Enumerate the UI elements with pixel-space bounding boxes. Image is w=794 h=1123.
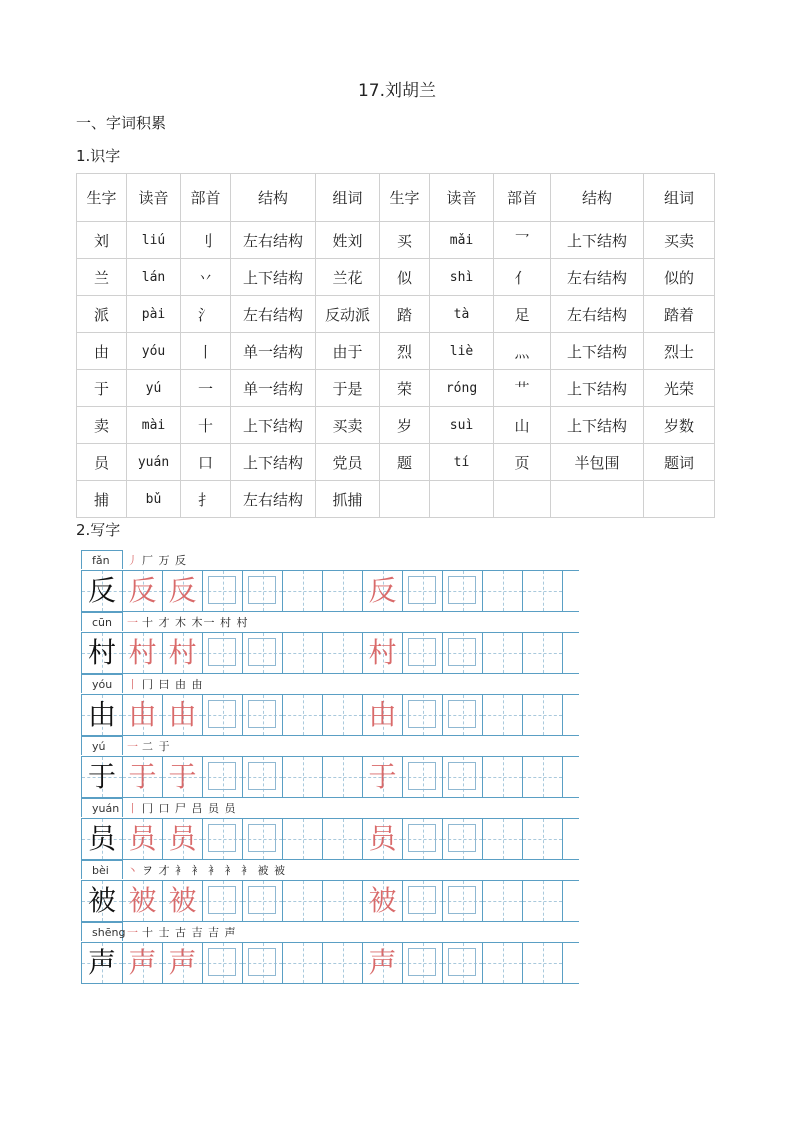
blank-write-cell[interactable] (283, 819, 323, 859)
table-header-cell: 结构 (231, 174, 316, 222)
inner-square (408, 576, 436, 604)
table-cell: 上下结构 (551, 333, 644, 370)
trace-char-cell (123, 819, 163, 859)
model-char-cell (81, 571, 123, 611)
inner-square (208, 700, 236, 728)
blank-write-cell[interactable] (203, 571, 243, 611)
inner-square (448, 762, 476, 790)
table-row (77, 444, 715, 481)
blank-write-cell[interactable] (443, 881, 483, 921)
trace-char-cell (363, 943, 403, 983)
model-char: 由 (87, 698, 116, 731)
blank-write-cell[interactable] (203, 881, 243, 921)
table-cell: 左右结构 (231, 296, 316, 333)
inner-square (448, 948, 476, 976)
blank-write-cell[interactable] (483, 695, 523, 735)
table-cell: 买卖 (316, 407, 380, 444)
trace-char-cell (363, 571, 403, 611)
trace-char: 由 (368, 698, 397, 731)
model-char: 于 (87, 760, 116, 793)
table-cell: suì (430, 407, 494, 444)
subsection-recognize: 1.识字 (76, 147, 121, 165)
table-row (77, 259, 715, 296)
table-cell: 兰 (77, 259, 127, 296)
blank-write-cell[interactable] (483, 757, 523, 797)
stroke-order (127, 736, 171, 755)
blank-write-cell[interactable] (203, 633, 243, 673)
trace-char-cell (363, 633, 403, 673)
inner-square (448, 824, 476, 852)
table-cell: 一 (181, 370, 231, 407)
blank-write-cell[interactable] (403, 819, 443, 859)
inner-square (408, 638, 436, 666)
blank-write-cell[interactable] (243, 819, 283, 859)
stroke-first: 丨 (127, 677, 139, 691)
trace-char: 员 (168, 822, 197, 855)
blank-write-cell[interactable] (203, 695, 243, 735)
table-cell: yóu (127, 333, 181, 370)
blank-write-cell[interactable] (523, 819, 563, 859)
blank-write-cell[interactable] (403, 757, 443, 797)
table-cell: 足 (494, 296, 551, 333)
blank-write-cell[interactable] (523, 695, 563, 735)
table-cell: 上下结构 (551, 222, 644, 259)
trace-char-cell (363, 819, 403, 859)
blank-write-cell[interactable] (483, 943, 523, 983)
subsection-write: 2.写字 (76, 521, 121, 539)
table-cell: 买 (380, 222, 430, 259)
inner-square (208, 576, 236, 604)
table-cell: 抓捕 (316, 481, 380, 518)
trace-char: 被 (168, 884, 197, 917)
practice-cells (81, 570, 579, 612)
blank-write-cell[interactable] (323, 819, 363, 859)
table-cell: róng (430, 370, 494, 407)
table-cell: 丨 (181, 333, 231, 370)
blank-write-cell[interactable] (283, 881, 323, 921)
trace-char-cell (363, 695, 403, 735)
table-cell: 扌 (181, 481, 231, 518)
stroke-order (127, 550, 187, 569)
table-cell: bǔ (127, 481, 181, 518)
blank-write-cell[interactable] (243, 571, 283, 611)
model-char-cell (81, 695, 123, 735)
table-cell: 由于 (316, 333, 380, 370)
blank-write-cell[interactable] (443, 633, 483, 673)
table-cell: 似 (380, 259, 430, 296)
table-cell: 踏着 (644, 296, 715, 333)
practice-cells (81, 756, 579, 798)
table-header-cell: 部首 (494, 174, 551, 222)
practice-cells (81, 632, 579, 674)
inner-square (248, 824, 276, 852)
inner-square (448, 576, 476, 604)
table-cell: 上下结构 (231, 259, 316, 296)
blank-write-cell[interactable] (523, 571, 563, 611)
page-title: 17.刘胡兰 (357, 81, 437, 101)
table-header-cell: 结构 (551, 174, 644, 222)
table-row (77, 481, 715, 518)
table-header-cell: 读音 (430, 174, 494, 222)
table-cell: 光荣 (644, 370, 715, 407)
blank-write-cell[interactable] (243, 881, 283, 921)
blank-write-cell[interactable] (523, 881, 563, 921)
blank-write-cell[interactable] (203, 757, 243, 797)
stroke-rest: 冂 口 尸 吕 员 员 (142, 801, 237, 815)
table-header-cell: 组词 (644, 174, 715, 222)
blank-write-cell[interactable] (283, 633, 323, 673)
trace-char-cell (163, 571, 203, 611)
table-header-cell: 生字 (380, 174, 430, 222)
trace-char-cell (123, 695, 163, 735)
model-char-cell (81, 757, 123, 797)
pinyin-label: shēng (81, 922, 123, 941)
stroke-rest: 厂 万 反 (142, 553, 187, 567)
table-cell: 党员 (316, 444, 380, 481)
blank-write-cell[interactable] (283, 757, 323, 797)
stroke-rest: 冂 曰 由 由 (142, 677, 204, 691)
trace-char: 反 (128, 574, 157, 607)
blank-write-cell[interactable] (243, 695, 283, 735)
section-heading: 一、字词积累 (76, 114, 167, 132)
inner-square (248, 948, 276, 976)
table-cell: mài (127, 407, 181, 444)
trace-char: 声 (128, 946, 157, 979)
table-cell (494, 481, 551, 518)
blank-write-cell[interactable] (443, 757, 483, 797)
writing-practice-grid (81, 550, 581, 984)
table-cell (551, 481, 644, 518)
table-cell: 题 (380, 444, 430, 481)
table-cell: 买卖 (644, 222, 715, 259)
blank-write-cell[interactable] (483, 819, 523, 859)
practice-row (81, 922, 581, 984)
table-header-cell: 部首 (181, 174, 231, 222)
blank-write-cell[interactable] (483, 571, 523, 611)
blank-write-cell[interactable] (243, 757, 283, 797)
stroke-order (127, 674, 204, 693)
stroke-first: 丨 (127, 801, 139, 815)
trace-char: 被 (128, 884, 157, 917)
trace-char: 员 (128, 822, 157, 855)
table-cell: 烈士 (644, 333, 715, 370)
pinyin-label: yú (81, 736, 123, 755)
trace-char: 村 (368, 636, 397, 669)
practice-row (81, 674, 581, 736)
table-cell: 姓刘 (316, 222, 380, 259)
blank-write-cell[interactable] (323, 633, 363, 673)
table-cell: 捕 (77, 481, 127, 518)
table-cell: 亻 (494, 259, 551, 296)
model-char-cell (81, 819, 123, 859)
trace-char-cell (163, 695, 203, 735)
blank-write-cell[interactable] (403, 571, 443, 611)
blank-write-cell[interactable] (523, 943, 563, 983)
table-cell: 单一结构 (231, 333, 316, 370)
stroke-order (127, 798, 236, 817)
table-row (77, 222, 715, 259)
trace-char-cell (123, 943, 163, 983)
pinyin-label: yóu (81, 674, 123, 693)
blank-write-cell[interactable] (323, 571, 363, 611)
blank-write-cell[interactable] (483, 881, 523, 921)
table-cell: 刂 (181, 222, 231, 259)
practice-row (81, 612, 581, 674)
inner-square (448, 886, 476, 914)
table-cell: liè (430, 333, 494, 370)
blank-write-cell[interactable] (323, 943, 363, 983)
inner-square (448, 700, 476, 728)
table-cell: 兰花 (316, 259, 380, 296)
trace-char-cell (163, 881, 203, 921)
model-char: 村 (87, 636, 116, 669)
table-cell: 左右结构 (231, 222, 316, 259)
table-cell: tà (430, 296, 494, 333)
table-cell: 岁数 (644, 407, 715, 444)
model-char-cell (81, 633, 123, 673)
table-cell: 反动派 (316, 296, 380, 333)
practice-cells (81, 880, 579, 922)
trace-char: 声 (168, 946, 197, 979)
inner-square (248, 700, 276, 728)
character-table (76, 173, 715, 518)
practice-row (81, 860, 581, 922)
table-cell: 艹 (494, 370, 551, 407)
table-cell: yuán (127, 444, 181, 481)
table-cell: 口 (181, 444, 231, 481)
blank-write-cell[interactable] (443, 819, 483, 859)
table-cell: 氵 (181, 296, 231, 333)
stroke-order (127, 612, 248, 631)
stroke-first: 丿 (127, 553, 139, 567)
inner-square (248, 886, 276, 914)
pinyin-label: cūn (81, 612, 123, 631)
blank-write-cell[interactable] (403, 633, 443, 673)
table-cell: 岁 (380, 407, 430, 444)
table-cell: 山 (494, 407, 551, 444)
model-char-cell (81, 881, 123, 921)
blank-write-cell[interactable] (283, 695, 323, 735)
table-cell: 踏 (380, 296, 430, 333)
table-cell: 上下结构 (551, 370, 644, 407)
trace-char: 于 (368, 760, 397, 793)
table-cell: 上下结构 (231, 407, 316, 444)
table-cell: 灬 (494, 333, 551, 370)
trace-char-cell (163, 757, 203, 797)
pinyin-label: bèi (81, 860, 123, 879)
table-cell: 派 (77, 296, 127, 333)
inner-square (248, 638, 276, 666)
trace-char-cell (363, 881, 403, 921)
stroke-order (127, 922, 236, 941)
pinyin-label: fǎn (81, 550, 123, 569)
table-cell (644, 481, 715, 518)
table-cell: 页 (494, 444, 551, 481)
table-cell: tí (430, 444, 494, 481)
inner-square (248, 576, 276, 604)
stroke-first: 一 (127, 739, 139, 753)
table-cell: 上下结构 (231, 444, 316, 481)
inner-square (248, 762, 276, 790)
blank-write-cell[interactable] (203, 943, 243, 983)
blank-write-cell[interactable] (323, 881, 363, 921)
table-cell: 于是 (316, 370, 380, 407)
blank-write-cell[interactable] (243, 633, 283, 673)
table-cell: pài (127, 296, 181, 333)
table-cell: liú (127, 222, 181, 259)
practice-cells (81, 942, 579, 984)
blank-write-cell[interactable] (523, 757, 563, 797)
inner-square (208, 638, 236, 666)
table-cell: 左右结构 (231, 481, 316, 518)
trace-char-cell (123, 757, 163, 797)
trace-char: 于 (128, 760, 157, 793)
trace-char: 于 (168, 760, 197, 793)
model-char: 员 (87, 822, 116, 855)
model-char: 反 (87, 574, 116, 607)
blank-write-cell[interactable] (443, 943, 483, 983)
table-cell: shì (430, 259, 494, 296)
stroke-rest: 二 于 (142, 739, 171, 753)
blank-write-cell[interactable] (323, 695, 363, 735)
trace-char: 由 (128, 698, 157, 731)
inner-square (208, 762, 236, 790)
table-cell: 似的 (644, 259, 715, 296)
trace-char-cell (163, 819, 203, 859)
table-row (77, 370, 715, 407)
table-cell: 荣 (380, 370, 430, 407)
trace-char-cell (363, 757, 403, 797)
blank-write-cell[interactable] (283, 571, 323, 611)
blank-write-cell[interactable] (403, 695, 443, 735)
trace-char: 反 (168, 574, 197, 607)
table-cell: 十 (181, 407, 231, 444)
trace-char: 由 (168, 698, 197, 731)
trace-char: 村 (128, 636, 157, 669)
inner-square (408, 824, 436, 852)
practice-row (81, 798, 581, 860)
inner-square (408, 886, 436, 914)
blank-write-cell[interactable] (523, 633, 563, 673)
table-cell: 左右结构 (551, 259, 644, 296)
stroke-first: 一 (127, 925, 139, 939)
table-header-cell: 组词 (316, 174, 380, 222)
trace-char-cell (123, 633, 163, 673)
model-char-cell (81, 943, 123, 983)
stroke-first: 丶 (127, 863, 139, 877)
blank-write-cell[interactable] (403, 943, 443, 983)
table-cell: 员 (77, 444, 127, 481)
table-cell: yú (127, 370, 181, 407)
trace-char: 村 (168, 636, 197, 669)
table-header-cell: 读音 (127, 174, 181, 222)
blank-write-cell[interactable] (323, 757, 363, 797)
trace-char: 声 (368, 946, 397, 979)
stroke-rest: 十 士 古 吉 吉 声 (142, 925, 237, 939)
table-cell: 烈 (380, 333, 430, 370)
blank-write-cell[interactable] (243, 943, 283, 983)
inner-square (208, 824, 236, 852)
model-char: 声 (87, 946, 116, 979)
table-row (77, 296, 715, 333)
table-cell: 刘 (77, 222, 127, 259)
table-row (77, 333, 715, 370)
blank-write-cell[interactable] (483, 633, 523, 673)
trace-char-cell (163, 943, 203, 983)
stroke-rest: ヲ 才 衤 衤 衤 衤 衤 被 被 (142, 863, 286, 877)
inner-square (448, 638, 476, 666)
blank-write-cell[interactable] (403, 881, 443, 921)
table-cell: 卖 (77, 407, 127, 444)
model-char: 被 (87, 884, 116, 917)
trace-char: 反 (368, 574, 397, 607)
inner-square (408, 762, 436, 790)
practice-row (81, 550, 581, 612)
inner-square (208, 886, 236, 914)
table-cell: 题词 (644, 444, 715, 481)
table-cell: mǎi (430, 222, 494, 259)
blank-write-cell[interactable] (443, 695, 483, 735)
practice-cells (81, 694, 579, 736)
table-header-row (77, 174, 715, 222)
table-cell: 丷 (181, 259, 231, 296)
trace-char-cell (123, 881, 163, 921)
trace-char: 被 (368, 884, 397, 917)
table-cell (430, 481, 494, 518)
trace-char-cell (163, 633, 203, 673)
practice-cells (81, 818, 579, 860)
blank-write-cell[interactable] (443, 571, 483, 611)
table-cell (380, 481, 430, 518)
pinyin-label: yuán (81, 798, 123, 817)
inner-square (208, 948, 236, 976)
inner-square (408, 948, 436, 976)
practice-row (81, 736, 581, 798)
table-row (77, 407, 715, 444)
table-cell: 乛 (494, 222, 551, 259)
inner-square (408, 700, 436, 728)
table-header-cell: 生字 (77, 174, 127, 222)
table-cell: lán (127, 259, 181, 296)
table-cell: 半包围 (551, 444, 644, 481)
blank-write-cell[interactable] (203, 819, 243, 859)
stroke-first: 一 (127, 615, 139, 629)
table-cell: 由 (77, 333, 127, 370)
table-cell: 左右结构 (551, 296, 644, 333)
table-cell: 单一结构 (231, 370, 316, 407)
trace-char-cell (123, 571, 163, 611)
blank-write-cell[interactable] (283, 943, 323, 983)
table-cell: 于 (77, 370, 127, 407)
stroke-order (127, 860, 286, 879)
stroke-rest: 十 才 木 木一 村 村 (142, 615, 249, 629)
trace-char: 员 (368, 822, 397, 855)
table-cell: 上下结构 (551, 407, 644, 444)
